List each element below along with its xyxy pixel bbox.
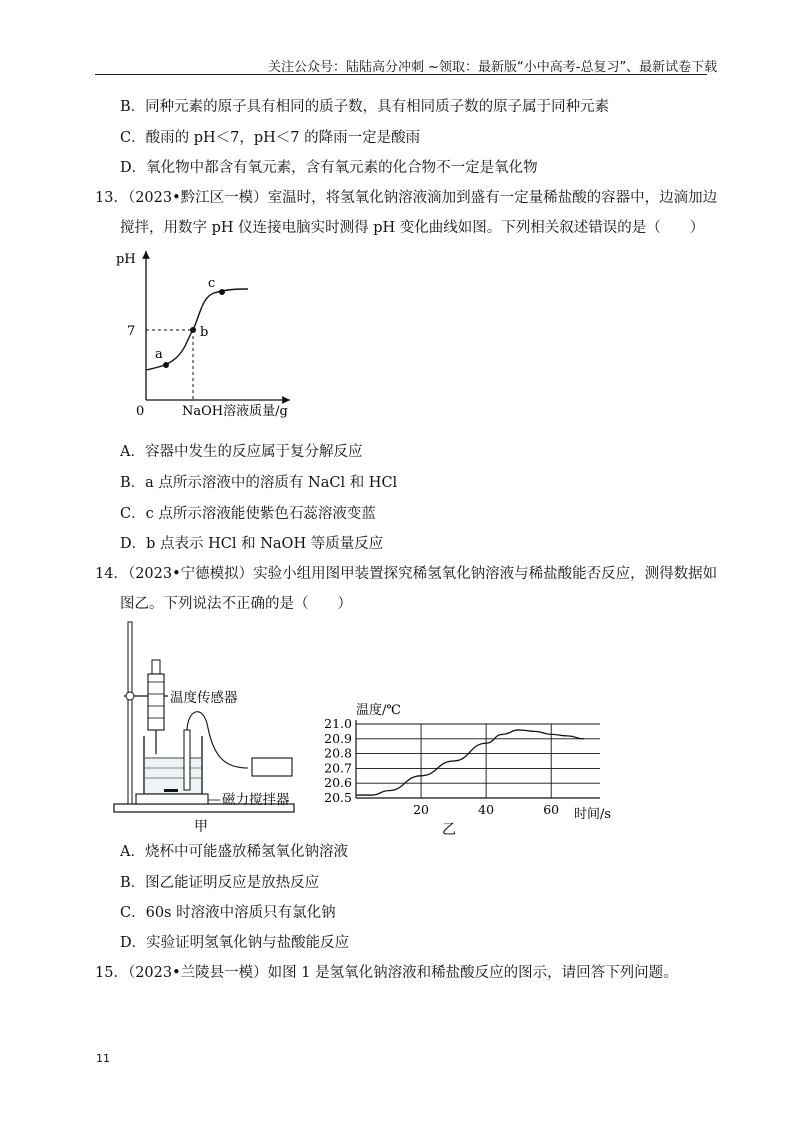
- chart-ylabel: 温度/℃: [356, 703, 401, 718]
- stand-rod: [128, 622, 132, 804]
- q12-option-d: D．氧化物中都含有氧元素，含有氧元素的化合物不一定是氧化物: [120, 160, 538, 176]
- chart-x-tick-label: 20: [413, 802, 430, 817]
- q14-stem-line1: 14．（2023•宁德模拟）实验小组用图甲装置探究稀氢氧化钠溶液与稀盐酸能否反应，测得数据如: [95, 566, 718, 582]
- q13-option-b: B．a 点所示溶液中的溶质有 NaCl 和 HCl: [120, 475, 398, 491]
- q13-label-b: b: [200, 325, 209, 340]
- q14-option-a: A．烧杯中可能盛放稀氢氧化钠溶液: [120, 844, 348, 860]
- chart-y-tick-label: 20.6: [324, 775, 352, 791]
- chart-x-tick-label: 60: [543, 802, 560, 817]
- q14-option-c: C．60s 时溶液中溶质只有氯化钠: [120, 905, 336, 921]
- q13-ph-graph: [110, 245, 300, 425]
- stirrer-label: 磁力搅拌器: [222, 792, 290, 808]
- q14-stem-line2: 图乙。下列说法不正确的是（ ）: [120, 596, 352, 612]
- q13-option-a: A．容器中发生的反应属于复分解反应: [120, 444, 363, 460]
- q13-y-label: pH: [116, 252, 136, 267]
- clamp-knob: [126, 692, 134, 700]
- page-number: 11: [96, 1052, 110, 1065]
- chart-x-tick-label: 40: [478, 802, 495, 817]
- q13-label-a: a: [155, 347, 163, 362]
- chart-y-tick-label: 20.7: [324, 760, 352, 776]
- temperature-series-line: [356, 730, 584, 795]
- q12-option-c: C．酸雨的 pH＜7，pH＜7 的降雨一定是酸雨: [120, 130, 421, 146]
- magnetic-stirrer: [136, 794, 208, 804]
- page-header: 关注公众号：陆陆高分冲刺 ~领取：最新版“小中高考-总复习”、最新试卷下载: [268, 60, 718, 75]
- q13-y-tick-7: 7: [127, 324, 136, 339]
- q13-origin: 0: [136, 404, 145, 419]
- q14-apparatus-diagram: [108, 618, 308, 838]
- q14-temperature-chart: [318, 694, 618, 838]
- q13-x-label: NaOH溶液质量/g: [182, 404, 288, 419]
- q13-option-c: C．c 点所示溶液能使紫色石蕊溶液变蓝: [120, 506, 376, 522]
- q12-option-b: B．同种元素的原子具有相同的质子数，具有相同质子数的原子属于同种元素: [120, 99, 610, 115]
- q13-point-b: [190, 327, 196, 333]
- syringe-barrel: [148, 674, 164, 730]
- q13-point-a: [163, 362, 169, 368]
- chart-y-tick-label: 20.8: [324, 745, 352, 761]
- q13-option-d: D．b 点表示 HCl 和 NaOH 等质量反应: [120, 536, 384, 552]
- header-rule: [95, 74, 707, 75]
- q13-stem-line1: 13．（2023•黔江区一模）室温时，将氢氧化钠溶液滴加到盛有一定量稀盐酸的容器中，边滴加边: [95, 190, 718, 206]
- data-logger-box: [252, 758, 292, 776]
- temperature-probe: [184, 730, 190, 790]
- q13-point-c: [219, 289, 225, 295]
- stir-bar: [164, 789, 178, 792]
- beaker-liquid: [145, 758, 201, 793]
- q13-label-c: c: [208, 276, 216, 291]
- q14-option-d: D．实验证明氢氧化钠与盐酸能反应: [120, 935, 350, 951]
- chart-y-tick-label: 20.9: [324, 730, 352, 746]
- apparatus-caption: 甲: [194, 819, 208, 835]
- sensor-label: 温度传感器: [170, 690, 238, 706]
- chart-caption: 乙: [442, 822, 456, 838]
- q14-option-b: B．图乙能证明反应是放热反应: [120, 875, 320, 891]
- chart-xlabel: 时间/s: [574, 807, 612, 822]
- chart-y-tick-label: 20.5: [324, 790, 352, 805]
- chart-y-tick-label: 21.0: [324, 716, 352, 731]
- q15-stem-line1: 15．（2023•兰陵县一模）如图 1 是氢氧化钠溶液和稀盐酸反应的图示，请回答下列问题。: [95, 965, 678, 981]
- q13-stem-line2: 搅拌，用数字 pH 仪连接电脑实时测得 pH 变化曲线如图。下列相关叙述错误的是（ ）: [120, 220, 705, 236]
